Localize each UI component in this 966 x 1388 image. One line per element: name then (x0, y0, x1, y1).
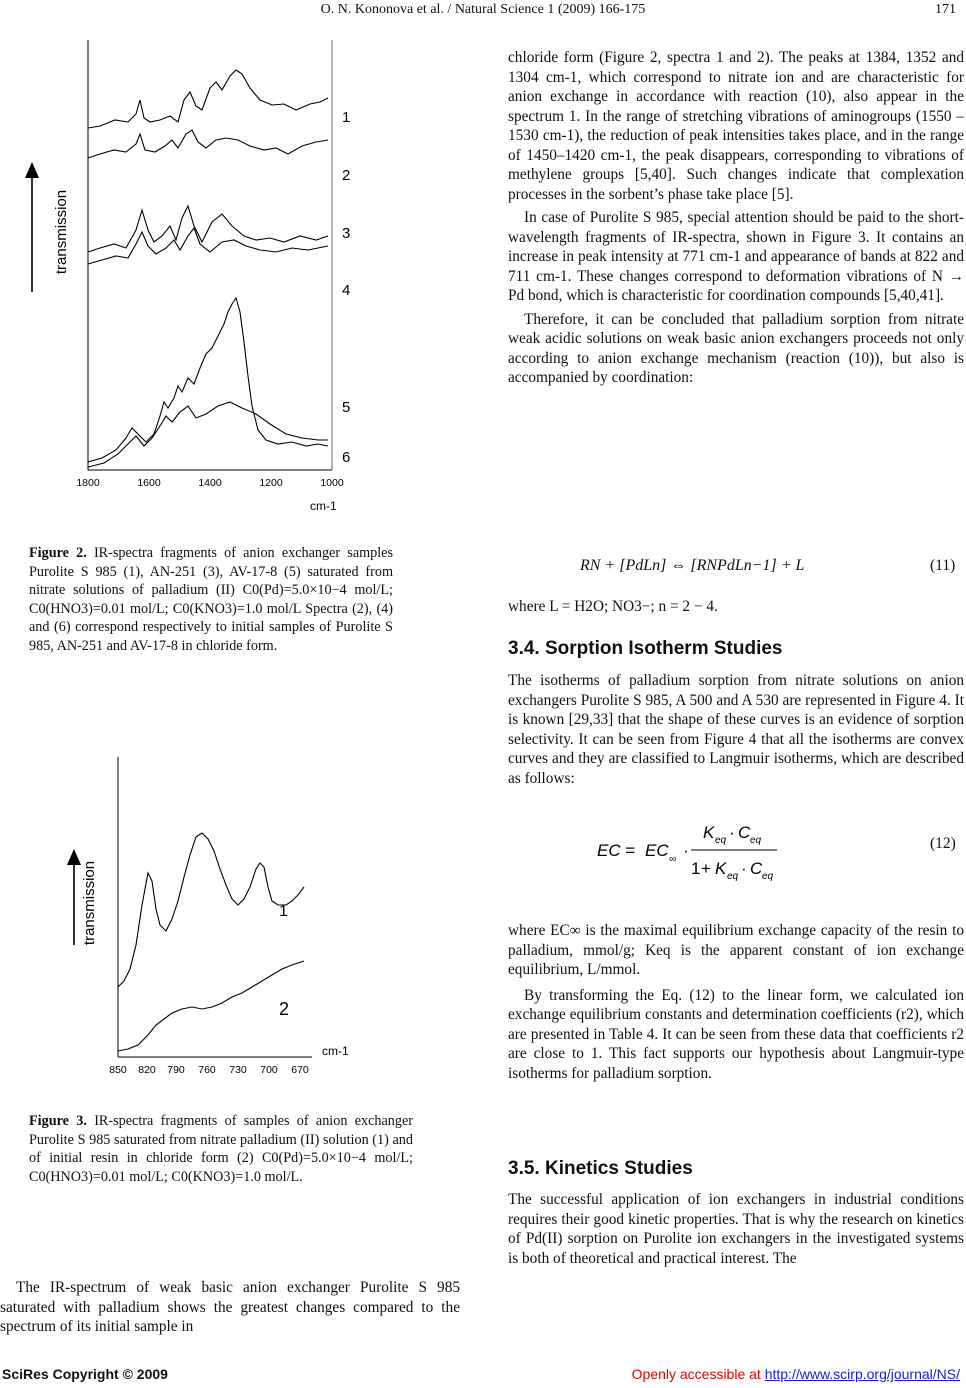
fig2-curve-1 (88, 70, 328, 128)
fig2-xticks (76, 477, 344, 489)
right-column-text-2 (508, 921, 964, 1083)
fig2-label-3: 3 (342, 225, 351, 242)
svg-text:K: K (703, 823, 715, 842)
fig3-label-1: 1 (279, 903, 288, 920)
fig2-label-5: 5 (342, 399, 351, 416)
fig2-curve-3 (88, 206, 328, 252)
right-paragraph-2: In case of Purolite S 985, special attention should be paid to the short-wavelength fragments of IR-spectra, shown in Figure 3. It contains an increase in peak intensity at 771 cm-1 and appearance of bands at 822 and 711 cm-1. These changes correspond to deformation vibrations of N → Pd bond, which is characteristic for coordination compounds [5,40,41]. (508, 209, 964, 304)
fig3-label-2: 2 (279, 999, 290, 1019)
fig3-unit: cm-1 (322, 1044, 349, 1058)
running-header (0, 2, 966, 18)
fig2-curve-5 (88, 298, 328, 462)
fig3-xtick: 820 (138, 1064, 156, 1076)
figure-2-caption (29, 544, 393, 656)
fig2-xtick: 1200 (259, 477, 283, 489)
figure-2-spectra (20, 30, 370, 520)
svg-text:C: C (750, 859, 763, 878)
fig2-label-6: 6 (342, 449, 351, 466)
fig2-xtick: 1600 (137, 477, 161, 489)
fig3-caption-head: Figure 3. (29, 1113, 87, 1129)
section-3-5-heading: 3.5. Kinetics Studies (508, 1158, 693, 1179)
equation-11-number: (11) (930, 557, 956, 574)
fig2-xtick: 1800 (76, 477, 100, 489)
fig3-curve-2 (118, 961, 304, 1051)
fig3-curve-1 (118, 833, 304, 987)
fig2-label-2: 2 (342, 167, 351, 184)
section-3-4-paragraph: The isotherms of palladium sorption from nitrate solutions on anion exchangers Purolite S 985, A 500 and A 530 are represented in Figure 4. It is known [29,33] that the shape of these curves is an evidence of sorption selectivity. It can be seen from Figure 4 that all the isotherms are convex curves and they are classified to Langmuir isotherms, which are described as follows: (508, 672, 964, 787)
svg-text:·: · (683, 841, 689, 860)
fig3-caption-text: IR-spectra fragments of samples of anion exchanger Purolite S 985 saturated from nitrate palladium (II) solution (1) and of initial resin in chloride form (2) C0(Pd)=5.0×10−4 mol/L; C0(HNO3)=0.01 mol/L; C0(KNO3)=1.0 mol/L. (29, 1113, 414, 1185)
right-paragraph-1: chloride form (Figure 2, spectra 1 and 2). The peaks at 1384, 1352 and 1304 cm-1, which correspond to nitrate ion and are characteristic for anion exchange in accordance with reaction (10), also appear in the spectrum 1. In the range of stretching vibrations of aminogroups (1550 – 1530 cm-1), the reduction of peak intensities takes place, and in the range of 1450–1420 cm-1, the peak disappears, corresponding to vibrations of methylene groups [5,40]. Such changes indicate that complexation processes in the sorbent’s phase take place [5]. (508, 49, 964, 203)
svg-text:+: + (701, 859, 711, 878)
svg-text:1: 1 (691, 859, 701, 878)
left-paragraph-1: The IR-spectrum of weak basic anion exchanger Purolite S 985 saturated with palladium shows the greatest changes compared to the spectrum of its initial sample in (0, 1279, 460, 1335)
fig3-xtick: 700 (260, 1064, 278, 1076)
fig2-xtick: 1400 (198, 477, 222, 489)
fig2-curve-4 (88, 228, 328, 264)
fig3-xticks (109, 1064, 309, 1076)
fig2-caption-text: IR-spectra fragments of anion exchanger samples Purolite S 985 (1), AN-251 (3), AV-17-8 (5) saturated from nitrate solutions of palladium (II) C0(Pd)=5.0×10−4 mol/L; C0(HNO3)=0.01 mol/L; C0(KNO3)=1.0 mol/L Spectra (2), (4) and (6) correspond respectively to initial samples of Purolite S 985, AN-251 and AV-17-8 in chloride form. (29, 545, 394, 654)
fig2-ylabel: transmission (53, 189, 70, 275)
fig3-curves (118, 833, 304, 1051)
section-3-5-paragraph: The successful application of ion exchangers in industrial conditions requires their good kinetic properties. That is why the research on kinetics of Pd(II) sorption on Purolite ion exchangers in the investigated systems is both of theoretical and practical interest. The (508, 1191, 964, 1267)
right-paragraph-5: where EC∞ is the maximal equilibrium exchange capacity of the resin to palladium, mmol/g; Keq is the apparent constant of ion exchange equilibrium, L/mmol. (508, 922, 964, 978)
equation-12-number: (12) (930, 835, 956, 852)
figure-3-caption (29, 1112, 413, 1186)
svg-text:∞: ∞ (669, 854, 677, 865)
right-paragraph-3: Therefore, it can be concluded that palladium sorption from nitrate weak acidic solutions on weak basic anion exchangers proceeds not only according to anion exchange mechanism (reaction (10)), but also is accompanied by coordination: (508, 310, 964, 386)
running-header-text: O. N. Kononova et al. / Natural Science 1 (2009) 166-175 (320, 2, 646, 17)
fig3-ylabel: transmission (81, 860, 98, 946)
fig2-unit: cm-1 (310, 499, 337, 513)
left-column-text (0, 1278, 460, 1337)
fig2-curves (88, 70, 328, 467)
footer-copyright: SciRes Copyright © 2009 (2, 1366, 168, 1382)
footer-open-prefix: Openly accessible at (631, 1366, 765, 1382)
fig2-caption-head: Figure 2. (29, 545, 87, 561)
fig3-xtick: 760 (198, 1064, 216, 1076)
svg-text:EC: EC (645, 841, 669, 860)
svg-text:eq: eq (727, 871, 739, 882)
right-paragraph-6: By transforming the Eq. (12) to the linear form, we calculated ion exchange equilibrium constants and determination coefficients (r2), which are presented in Table 4. It can be seen from these data that coefficients r2 are close to 1. This fact supports our hypothesis about Langmuir-type isotherms for palladium sorption. (508, 986, 964, 1082)
right-column-text (508, 48, 964, 388)
fig2-label-4: 4 (342, 282, 351, 299)
svg-text:eq: eq (762, 871, 774, 882)
svg-text:eq: eq (750, 835, 762, 846)
equation-11: RN + [PdLn] ⇔ [RNPdLn−1] + L (580, 557, 805, 574)
svg-text:K: K (715, 859, 727, 878)
fig2-curve-2 (88, 130, 328, 158)
svg-text:C: C (738, 823, 751, 842)
equation-12 (595, 812, 795, 886)
svg-text:eq: eq (715, 835, 727, 846)
journal-link[interactable]: http://www.scirp.org/journal/NS/ (764, 1366, 960, 1382)
fig2-label-1: 1 (342, 109, 351, 126)
fig3-xtick: 850 (109, 1064, 127, 1076)
fig2-curve-labels (342, 109, 350, 466)
svg-text:·: · (741, 859, 747, 878)
section-3-4-heading: 3.4. Sorption Isotherm Studies (508, 638, 783, 659)
fig2-arrow-head (25, 162, 39, 178)
equation-11-where: where L = H2O; NO3−; n = 2 − 4. (508, 598, 718, 615)
svg-text:·: · (729, 823, 735, 842)
svg-text:EC: EC (597, 841, 621, 860)
fig3-xtick: 670 (291, 1064, 309, 1076)
footer-open-access (632, 1366, 960, 1382)
fig3-xtick: 790 (167, 1064, 185, 1076)
fig3-xtick: 730 (229, 1064, 247, 1076)
fig2-curve-6 (88, 402, 328, 467)
fig2-xtick: 1000 (320, 477, 344, 489)
figure-3-spectra (60, 755, 360, 1085)
svg-text:=: = (625, 841, 635, 860)
page-number: 171 (935, 2, 956, 17)
fig3-arrow-head (67, 849, 81, 865)
